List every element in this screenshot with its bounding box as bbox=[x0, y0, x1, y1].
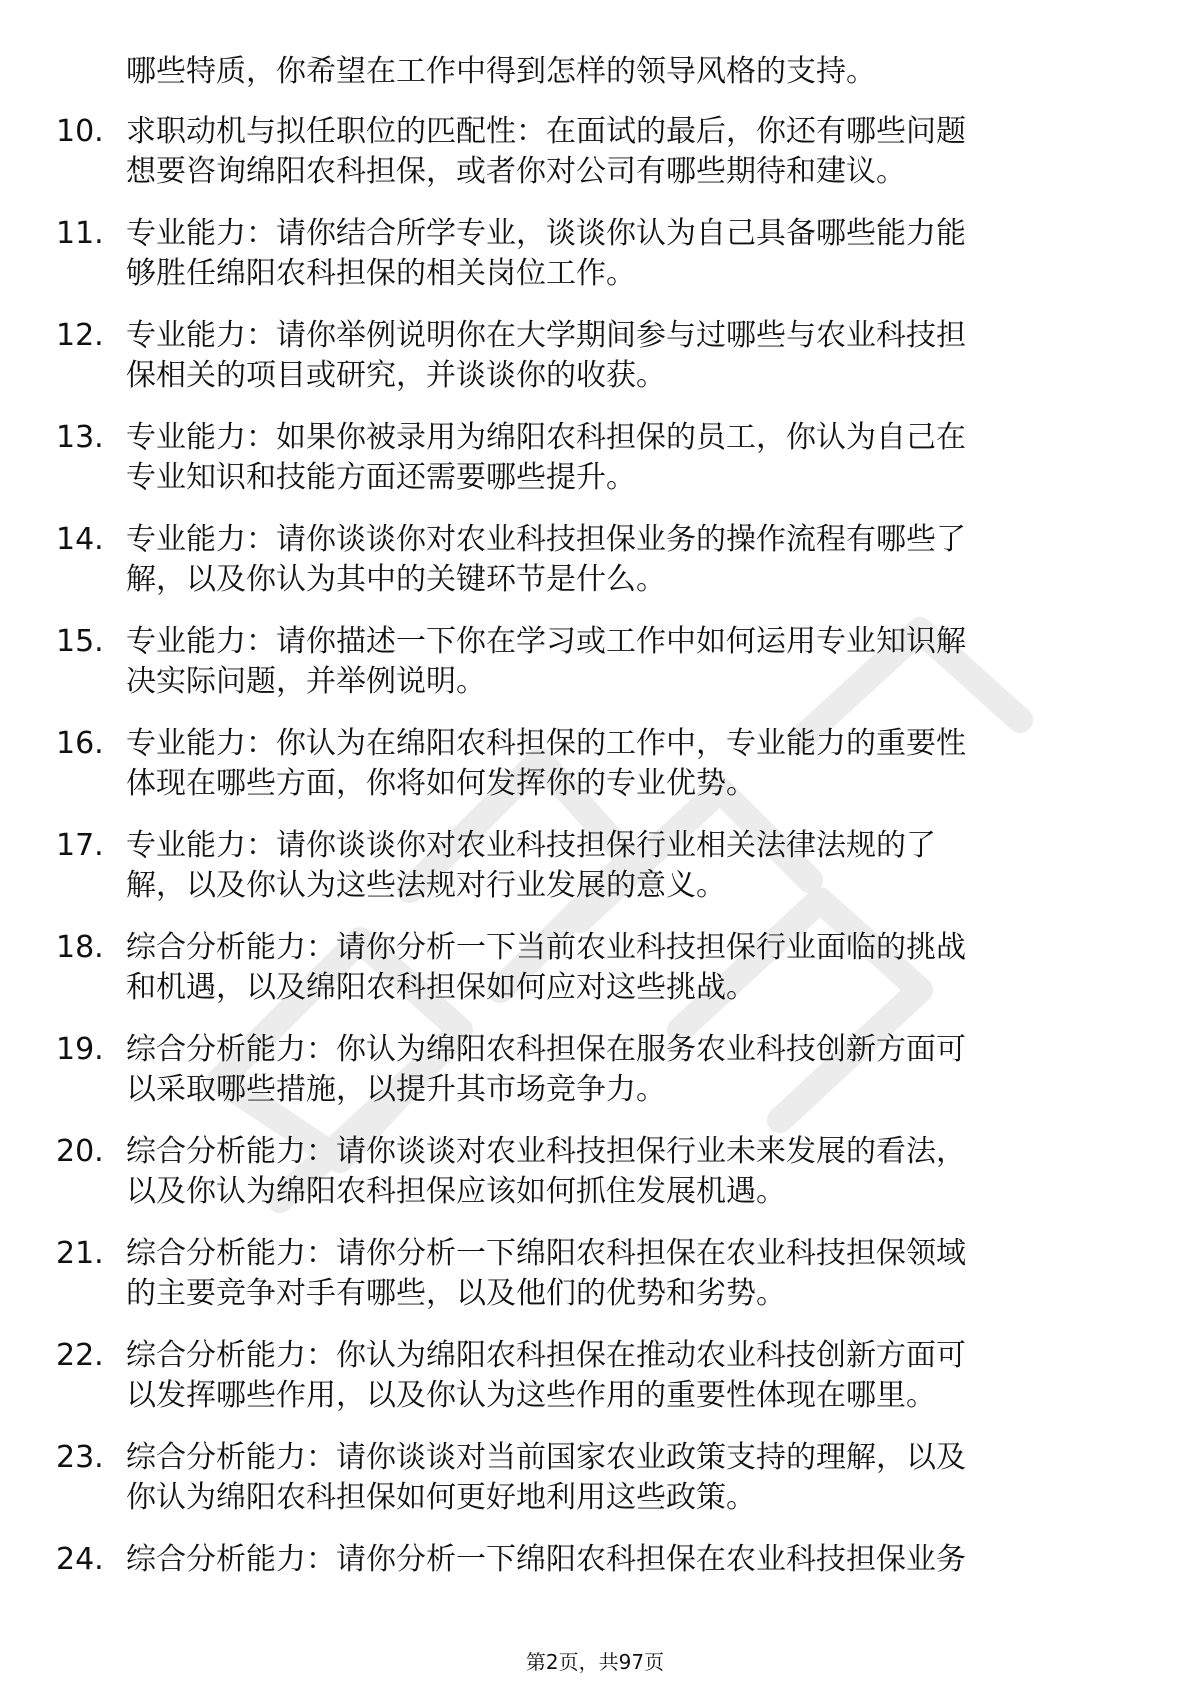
question-number: 18. bbox=[56, 930, 104, 965]
question-line: 以及你认为绵阳农科担保应该如何抓住发展机遇。 bbox=[126, 1174, 786, 1209]
question-item bbox=[0, 1132, 1190, 1234]
question-line: 体现在哪些方面，你将如何发挥你的专业优势。 bbox=[126, 766, 756, 801]
question-text bbox=[126, 1540, 1126, 1580]
question-line: 解，以及你认为其中的关键环节是什么。 bbox=[126, 562, 666, 597]
question-item bbox=[0, 622, 1190, 724]
question-item bbox=[0, 1030, 1190, 1132]
question-item bbox=[0, 418, 1190, 520]
question-text bbox=[126, 214, 1126, 294]
question-number: 14. bbox=[56, 522, 104, 557]
question-text bbox=[126, 112, 1126, 192]
question-line: 综合分析能力：请你谈谈对当前国家农业政策支持的理解，以及 bbox=[126, 1440, 966, 1475]
question-text bbox=[126, 316, 1126, 396]
question-item bbox=[0, 520, 1190, 622]
question-text bbox=[126, 1132, 1126, 1212]
question-line: 解，以及你认为这些法规对行业发展的意义。 bbox=[126, 868, 726, 903]
continuation-text: 哪些特质，你希望在工作中得到怎样的领导风格的支持。 bbox=[126, 54, 876, 89]
question-text bbox=[126, 928, 1126, 1008]
question-line: 以采取哪些措施，以提升其市场竞争力。 bbox=[126, 1072, 666, 1107]
question-text bbox=[126, 418, 1126, 498]
question-line: 决实际问题，并举例说明。 bbox=[126, 664, 486, 699]
page-number-label: 第2页，共97页 bbox=[525, 1650, 665, 1674]
question-number: 17. bbox=[56, 828, 104, 863]
page-footer bbox=[0, 1650, 1190, 1674]
question-number: 13. bbox=[56, 420, 104, 455]
question-line: 专业能力：如果你被录用为绵阳农科担保的员工，你认为自己在 bbox=[126, 420, 966, 455]
question-line: 专业能力：请你结合所学专业，谈谈你认为自己具备哪些能力能 bbox=[126, 216, 966, 251]
question-item bbox=[0, 724, 1190, 826]
question-number: 23. bbox=[56, 1440, 104, 1475]
question-line: 综合分析能力：请你分析一下绵阳农科担保在农业科技担保业务 bbox=[126, 1542, 966, 1577]
question-text bbox=[126, 1336, 1126, 1416]
question-line: 以发挥哪些作用，以及你认为这些作用的重要性体现在哪里。 bbox=[126, 1378, 936, 1413]
question-line: 够胜任绵阳农科担保的相关岗位工作。 bbox=[126, 256, 636, 291]
question-number: 22. bbox=[56, 1338, 104, 1373]
question-line: 专业知识和技能方面还需要哪些提升。 bbox=[126, 460, 636, 495]
question-item bbox=[0, 826, 1190, 928]
question-list bbox=[0, 112, 1190, 1642]
question-item bbox=[0, 112, 1190, 214]
question-line: 综合分析能力：请你分析一下绵阳农科担保在农业科技担保领域 bbox=[126, 1236, 966, 1271]
question-number: 20. bbox=[56, 1134, 104, 1169]
question-number: 21. bbox=[56, 1236, 104, 1271]
question-item bbox=[0, 1438, 1190, 1540]
question-item bbox=[0, 1336, 1190, 1438]
question-line: 想要咨询绵阳农科担保，或者你对公司有哪些期待和建议。 bbox=[126, 154, 906, 189]
question-item bbox=[0, 1540, 1190, 1642]
question-number: 19. bbox=[56, 1032, 104, 1067]
question-line: 你认为绵阳农科担保如何更好地利用这些政策。 bbox=[126, 1480, 756, 1515]
question-text bbox=[126, 826, 1126, 906]
question-text bbox=[126, 520, 1126, 600]
question-line: 保相关的项目或研究，并谈谈你的收获。 bbox=[126, 358, 666, 393]
question-number: 12. bbox=[56, 318, 104, 353]
question-text bbox=[126, 622, 1126, 702]
question-line: 综合分析能力：请你分析一下当前农业科技担保行业面临的挑战 bbox=[126, 930, 966, 965]
question-line: 求职动机与拟任职位的匹配性：在面试的最后，你还有哪些问题 bbox=[126, 114, 966, 149]
question-line: 综合分析能力：你认为绵阳农科担保在推动农业科技创新方面可 bbox=[126, 1338, 966, 1373]
question-item bbox=[0, 928, 1190, 1030]
question-text bbox=[126, 724, 1126, 804]
question-line: 专业能力：你认为在绵阳农科担保的工作中，专业能力的重要性 bbox=[126, 726, 966, 761]
question-text bbox=[126, 1234, 1126, 1314]
question-line: 专业能力：请你谈谈你对农业科技担保业务的操作流程有哪些了 bbox=[126, 522, 966, 557]
question-line: 综合分析能力：你认为绵阳农科担保在服务农业科技创新方面可 bbox=[126, 1032, 966, 1067]
question-item bbox=[0, 316, 1190, 418]
question-line: 和机遇，以及绵阳农科担保如何应对这些挑战。 bbox=[126, 970, 756, 1005]
question-number: 11. bbox=[56, 216, 104, 251]
question-item bbox=[0, 1234, 1190, 1336]
question-number: 24. bbox=[56, 1542, 104, 1577]
question-text bbox=[126, 1030, 1126, 1110]
question-line: 的主要竞争对手有哪些，以及他们的优势和劣势。 bbox=[126, 1276, 786, 1311]
question-line: 专业能力：请你描述一下你在学习或工作中如何运用专业知识解 bbox=[126, 624, 966, 659]
question-line: 综合分析能力：请你谈谈对农业科技担保行业未来发展的看法， bbox=[126, 1134, 966, 1169]
question-item bbox=[0, 214, 1190, 316]
question-text bbox=[126, 1438, 1126, 1518]
question-line: 专业能力：请你谈谈你对农业科技担保行业相关法律法规的了 bbox=[126, 828, 936, 863]
question-line: 专业能力：请你举例说明你在大学期间参与过哪些与农业科技担 bbox=[126, 318, 966, 353]
question-number: 15. bbox=[56, 624, 104, 659]
question-number: 10. bbox=[56, 114, 104, 149]
question-number: 16. bbox=[56, 726, 104, 761]
